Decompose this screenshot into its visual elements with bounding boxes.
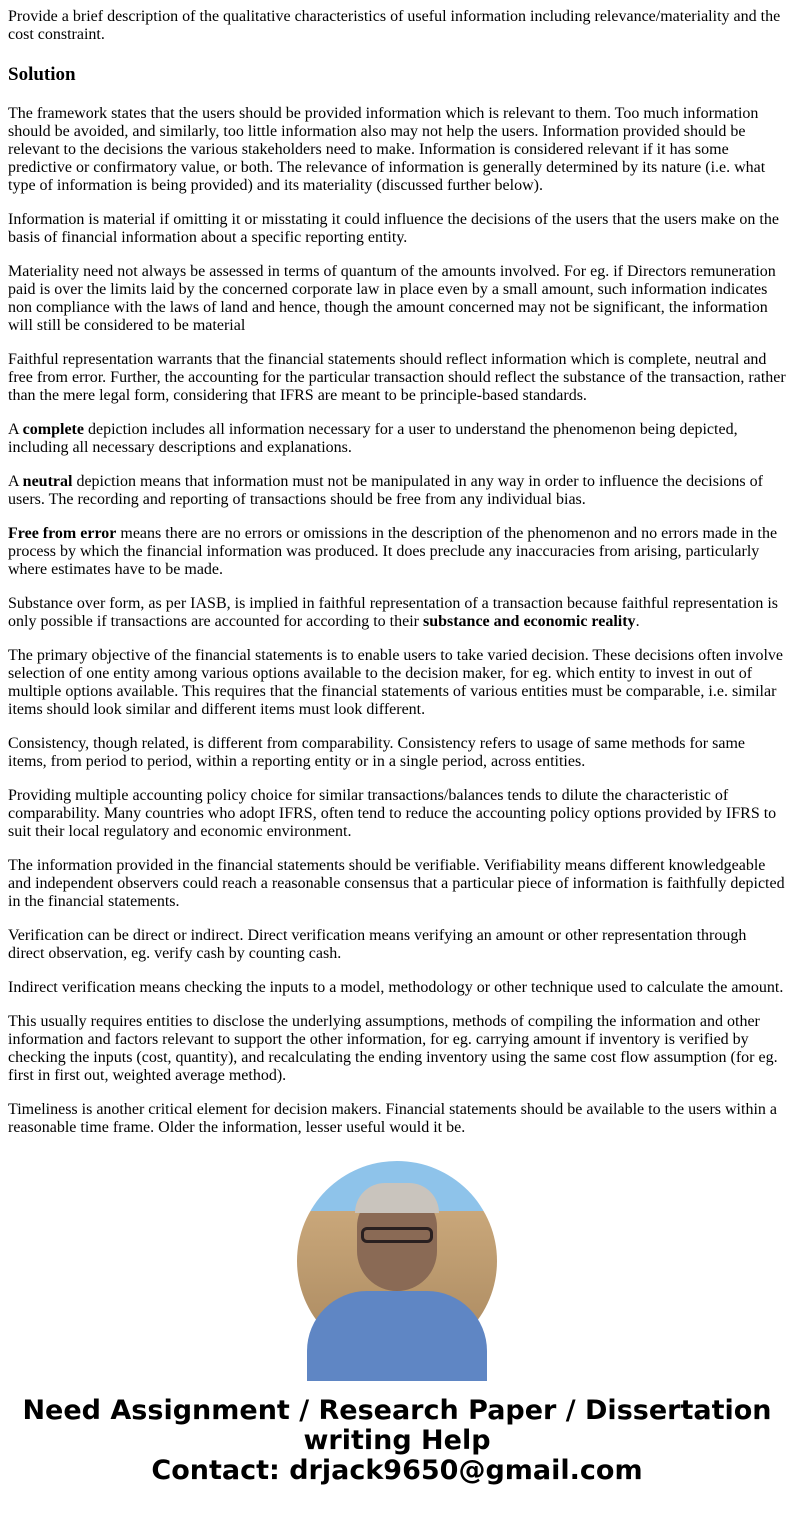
text: . (635, 613, 640, 630)
bold-term: Free from error (8, 525, 117, 542)
hair-shape (355, 1183, 439, 1213)
paragraph: Timeliness is another critical element for decision makers. Financial statements should be available to the users within a reasonable time frame. Older the information, lesser useful would it be. (8, 1101, 777, 1136)
paragraph (8, 595, 786, 631)
text: means there are no errors or omissions in the description of the phenomenon and no errors made in the process by which the financial information was produced. It does preclude any inaccuracies from arising, particularly where estimates have to be made. (8, 525, 778, 578)
bold-term: substance and economic reality (422, 613, 636, 630)
help-text: Need Assignment / Research Paper / Dissertation writing Help (22, 1395, 772, 1456)
contact-banner (0, 1370, 794, 1486)
paragraph (8, 421, 786, 457)
text: depiction means that information must not be manipulated in any way in order to influence the decisions of users. The recording and reporting of transactions should be free from any individual bias. (8, 473, 763, 508)
text: depiction includes all information necessary for a user to understand the phenomenon being depicted, including all necessary descriptions and explanations. (8, 421, 738, 456)
paragraph: The framework states that the users should be provided information which is relevant to them. Too much information should be avoided, and similarly, too little information also may not help the users. Information provided should be relevant to the decisions the various stakeholders need to make. Information is considered relevant if it has some predictive or confirmatory value, or both. The relevance of information is generally determined by its nature (i.e. what type of information is being provided) and its materiality (discussed further below). (8, 105, 766, 194)
paragraph: Indirect verification means checking the inputs to a model, methodology or other technique used to calculate the amount. (8, 979, 784, 996)
text: A (8, 421, 23, 438)
author-photo (297, 1161, 497, 1361)
paragraph: This usually requires entities to disclose the underlying assumptions, methods of compiling the information and other information and factors relevant to support the other information, for eg. carrying amount if inventory is verified by checking the inputs (cost, quantity), and recalculating the ending inventory using the same cost flow assumption (for eg. first in first out, weighted average method). (8, 1013, 778, 1084)
question-text: Provide a brief description of the qualitative characteristics of useful information including relevance/materiality and the cost constraint. (8, 8, 781, 43)
shirt-shape (307, 1291, 487, 1381)
paragraph: Information is material if omitting it or misstating it could influence the decisions of the users that the users make on the basis of financial information about a specific reporting entity. (8, 211, 779, 246)
text: A (8, 473, 23, 490)
glasses-shape (361, 1227, 433, 1243)
text: Substance over form, as per IASB, is implied in faithful representation of a transaction because faithful representation is only possible if transactions are accounted for according to their (8, 595, 778, 630)
solution-heading: Solution (8, 64, 76, 85)
bold-term: neutral (22, 473, 73, 490)
paragraph: Faithful representation warrants that the financial statements should reflect information which is complete, neutral and free from error. Further, the accounting for the particular transaction should reflect the substance of the transaction, rather than the mere legal form, considering that IFRS are meant to be principle-based standards. (8, 351, 786, 404)
solution-content (0, 8, 794, 1136)
author-photo-section (0, 1130, 794, 1370)
paragraph: The information provided in the financial statements should be verifiable. Verifiability means different knowledgeable and independent observers could reach a reasonable consensus that a particular piece of information is faithfully depicted in the financial statements. (8, 857, 785, 910)
paragraph (8, 473, 786, 509)
paragraph: The primary objective of the financial statements is to enable users to take varied decision. These decisions often involve selection of one entity among various options available to the decision maker, for eg. which entity to invest in out of multiple options available. This requires that the financial statements of various entities must be comparable, i.e. similar items should look similar and different items must look different. (8, 647, 784, 718)
bold-term: complete (22, 421, 84, 438)
paragraph (8, 525, 786, 579)
paragraph: Materiality need not always be assessed in terms of quantum of the amounts involved. For eg. if Directors remuneration paid is over the limits laid by the concerned corporate law in place even by a small amount, such information indicates non compliance with the laws of land and hence, though the amount concerned may not be significant, the information will still be considered to be material (8, 263, 776, 334)
contact-email: Contact: drjack9650@gmail.com (151, 1455, 643, 1486)
paragraph: Verification can be direct or indirect. Direct verification means verifying an amount or other representation through direct observation, eg. verify cash by counting cash. (8, 927, 747, 962)
paragraph: Providing multiple accounting policy choice for similar transactions/balances tends to dilute the characteristic of comparability. Many countries who adopt IFRS, often tend to reduce the accounting policy options provided by IFRS to suit their local regulatory and economic environment. (8, 787, 777, 840)
paragraph: Consistency, though related, is different from comparability. Consistency refers to usage of same methods for same items, from period to period, within a reporting entity or in a single period, across entities. (8, 735, 745, 770)
